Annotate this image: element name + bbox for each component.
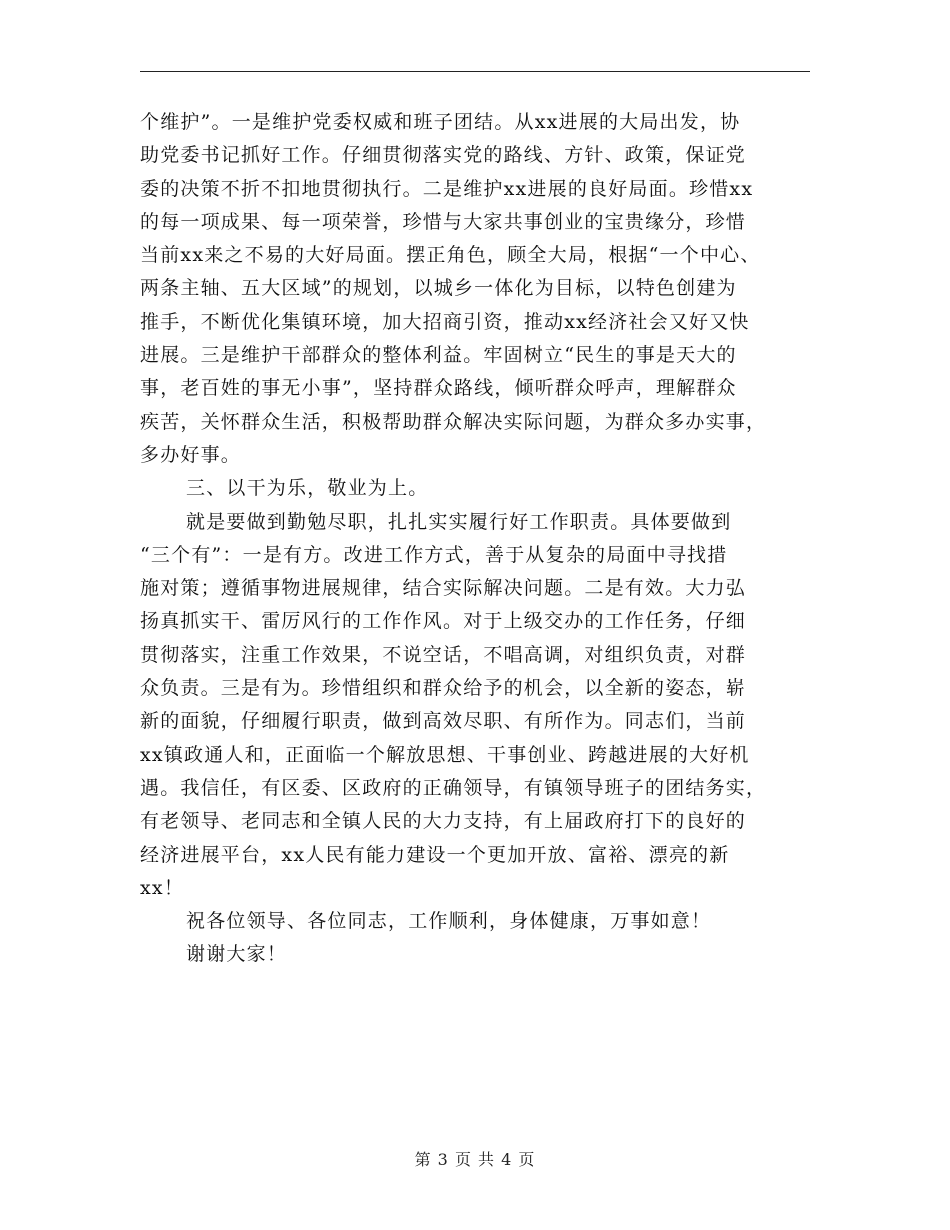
text-line: 多办好事。 bbox=[140, 443, 242, 466]
text-line: xx镇政通人和，正面临一个解放思想、干事创业、跨越进展的大好机 bbox=[140, 743, 750, 766]
header-rule bbox=[140, 71, 810, 72]
text-line: 经济进展平台，xx人民有能力建设一个更加开放、富裕、漂亮的新 bbox=[140, 843, 730, 866]
text-line: 新的面貌，仔细履行职责，做到高效尽职、有所作为。同志们，当前 bbox=[140, 710, 747, 733]
text-line: 施对策；遵循事物进展规律，结合实际解决问题。二是有效。大力弘 bbox=[140, 577, 747, 600]
text-line: 当前xx来之不易的大好局面。摆正角色，顾全大局，根据“一个中心、 bbox=[140, 244, 761, 267]
document-body bbox=[140, 106, 812, 972]
text-line: 个维护”。一是维护党委权威和班子团结。从xx进展的大局出发，协 bbox=[140, 111, 741, 133]
text-line: 扬真抓实干、雷厉风行的工作作风。对于上级交办的工作任务，仔细 bbox=[140, 610, 747, 633]
text-line: 就是要做到勤勉尽职，扎扎实实履行好工作职责。具体要做到 bbox=[186, 510, 732, 533]
text-line: 委的决策不折不扣地贯彻执行。二是维护xx进展的良好局面。珍惜xx bbox=[140, 177, 754, 200]
text-line: 的每一项成果、每一项荣誉，珍惜与大家共事创业的宝贵缘分，珍惜 bbox=[140, 210, 747, 233]
text-line: 谢谢大家！ bbox=[186, 943, 288, 966]
text-line: “三个有”：一是有方。改进工作方式，善于从复杂的局面中寻找措 bbox=[140, 543, 728, 566]
text-line: 众负责。三是有为。珍惜组织和群众给予的机会，以全新的姿态，崭 bbox=[140, 677, 747, 700]
text-line: xx！ bbox=[140, 876, 185, 899]
text-line: 三、以干为乐，敬业为上。 bbox=[186, 477, 429, 500]
text-line: 有老领导、老同志和全镇人民的大力支持，有上届政府打下的良好的 bbox=[140, 810, 747, 833]
text-line: 贯彻落实，注重工作效果，不说空话，不唱高调，对组织负责，对群 bbox=[140, 643, 747, 666]
text-line: 疾苦，关怀群众生活，积极帮助群众解决实际问题，为群众多办实事， bbox=[140, 410, 767, 433]
text-line: 祝各位领导、各位同志，工作顺利，身体健康，万事如意！ bbox=[186, 910, 712, 933]
text-line: 进展。三是维护干部群众的整体利益。牢固树立“民生的事是天大的 bbox=[140, 344, 737, 367]
text-line: 助党委书记抓好工作。仔细贯彻落实党的路线、方针、政策，保证党 bbox=[140, 144, 747, 167]
text-line: 遇。我信任，有区委、区政府的正确领导，有镇领导班子的团结务实， bbox=[140, 776, 767, 799]
text-line: 推手，不断优化集镇环境，加大招商引资，推动xx经济社会又好又快 bbox=[140, 310, 750, 333]
page-footer: 第 3 页 共 4 页 bbox=[414, 1150, 536, 1169]
text-line: 事，老百姓的事无小事”，坚持群众路线，倾听群众呼声，理解群众 bbox=[140, 377, 737, 400]
text-line: 两条主轴、五大区域”的规划，以城乡一体化为目标，以特色创建为 bbox=[140, 277, 737, 300]
